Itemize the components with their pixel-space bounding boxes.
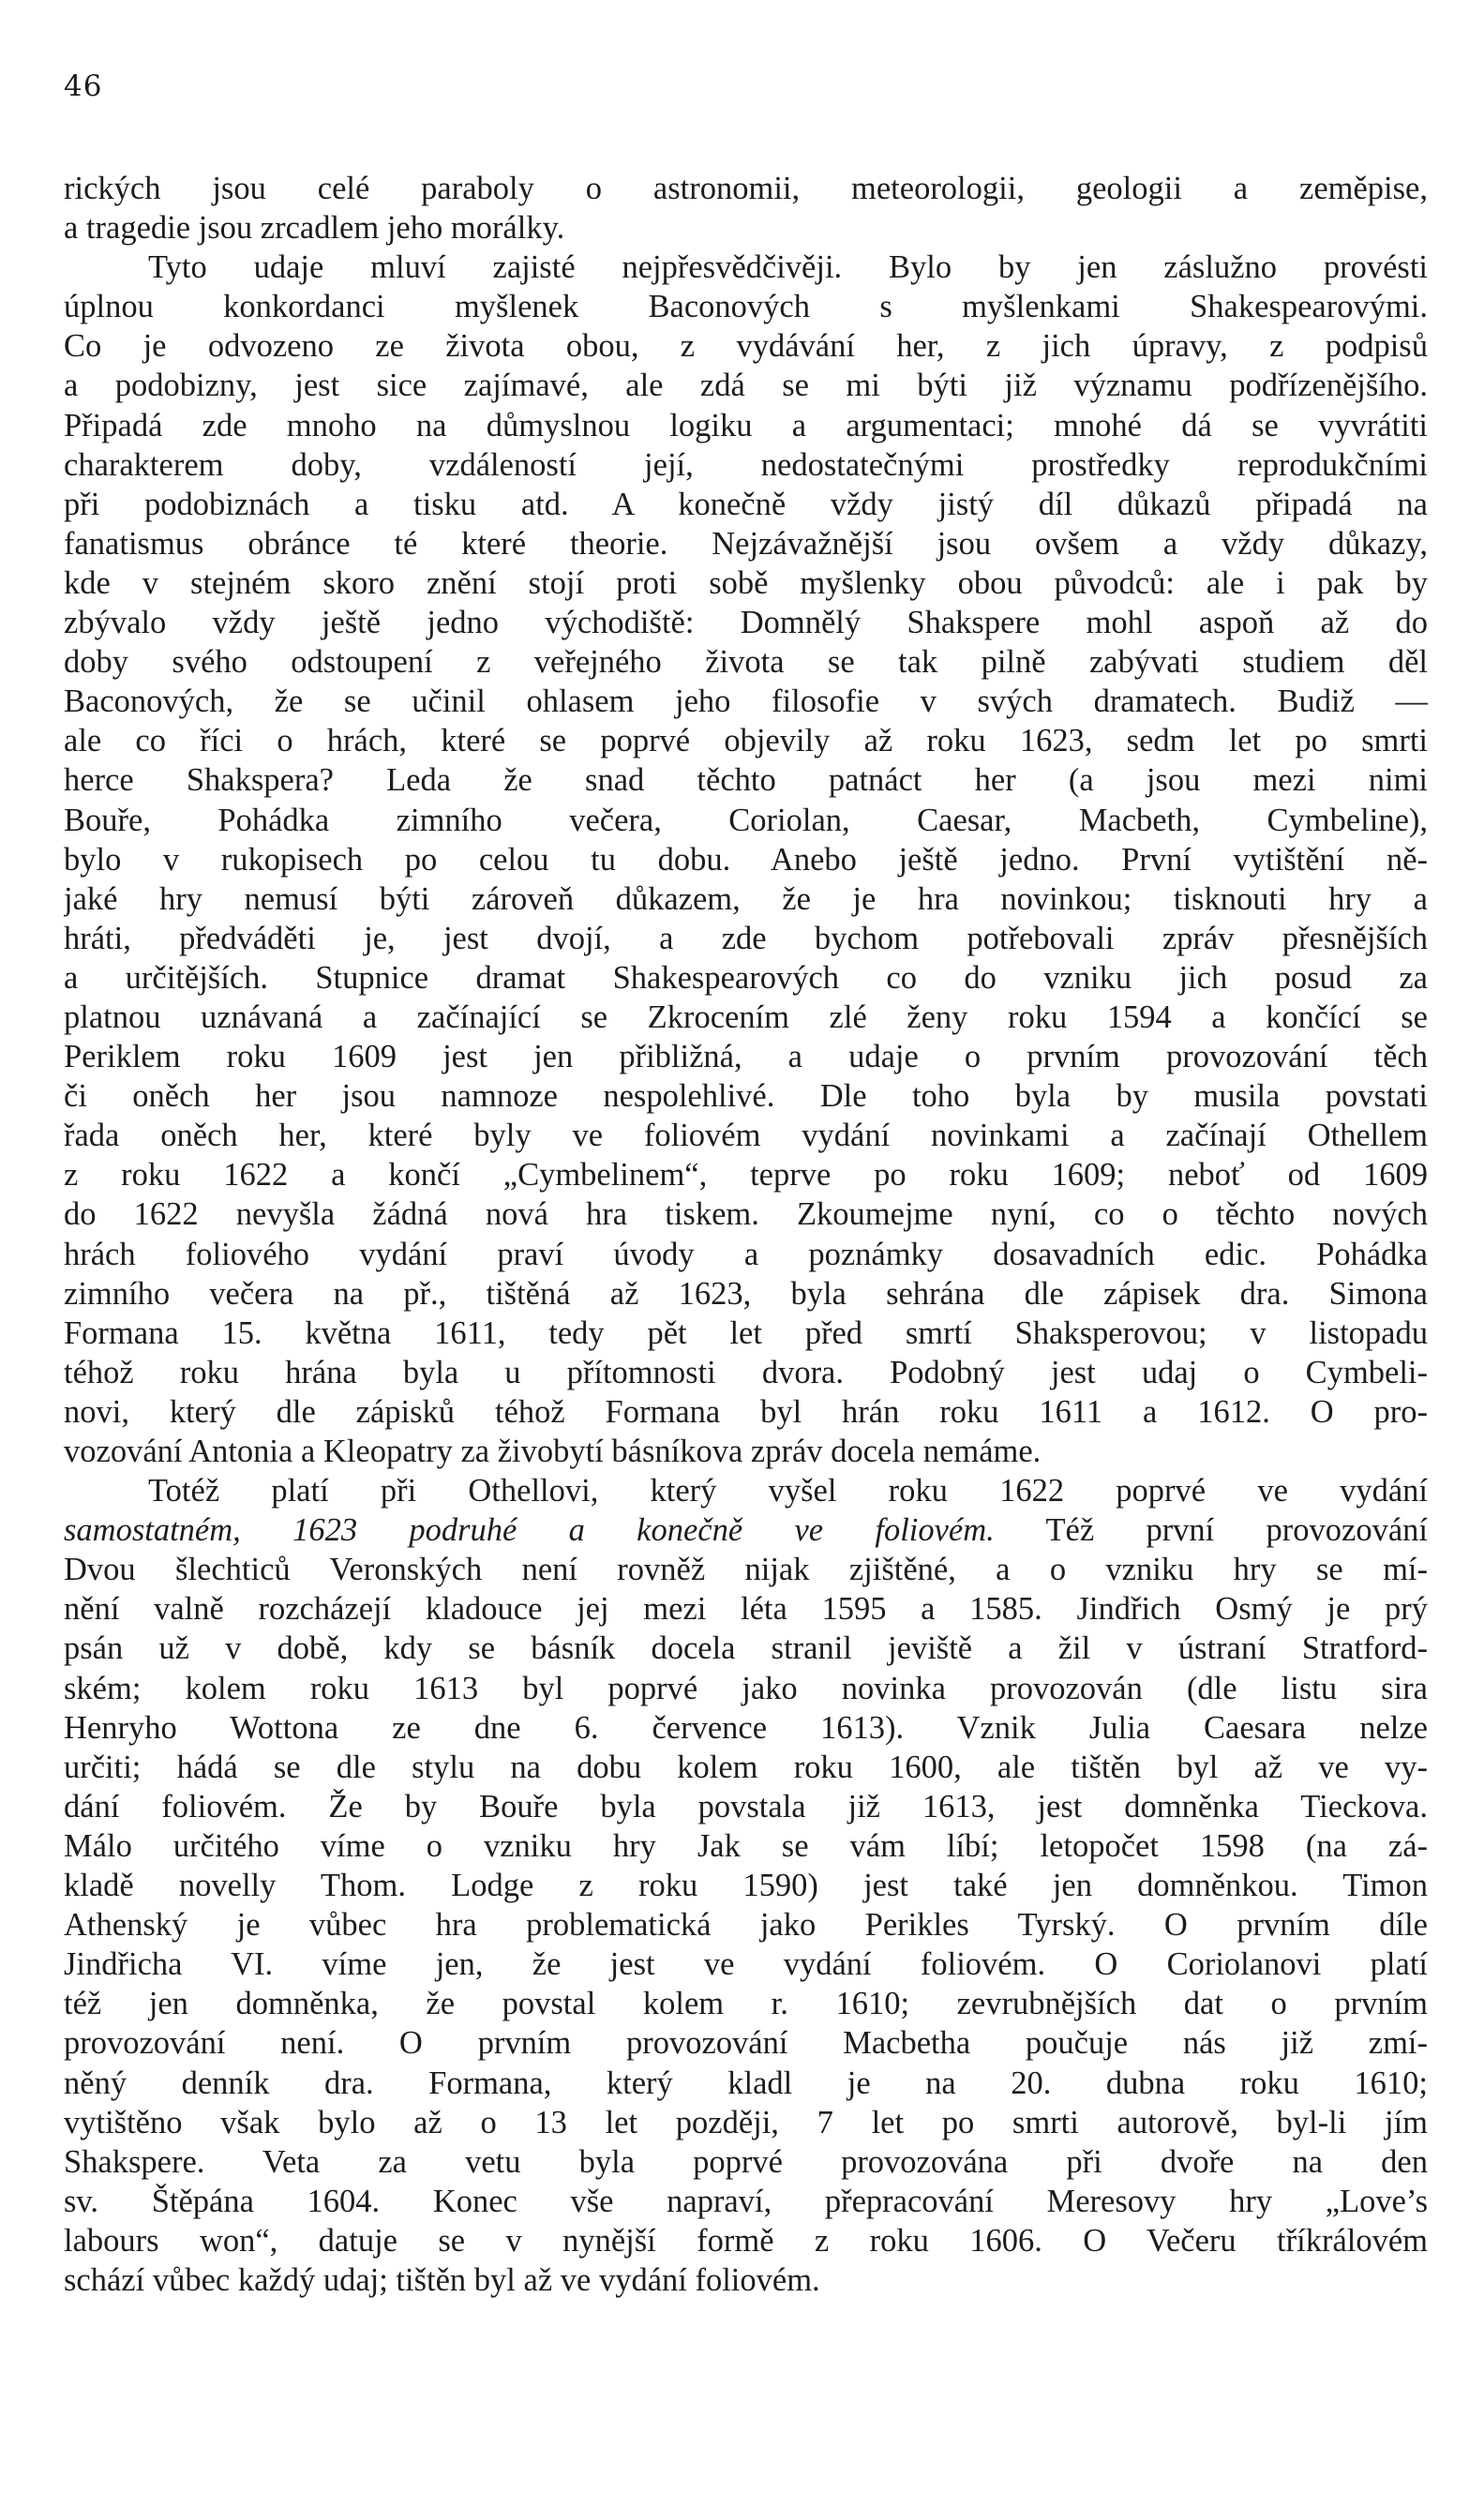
text-line: Bouře, Pohádka zimního večera, Coriolan, Caesar, Macbeth, Cymbeline), [64,802,1428,838]
text-line: rických jsou celé paraboly o astronomii, meteorologii, geologii a zeměpise, [64,171,1428,206]
text-line: též jen domněnka, že povstal kolem r. 1610; zevrubnějších dat o prvním [64,1986,1428,2022]
text-line: dání foliovém. Že by Bouře byla povstala již 1613, jest domněnka Tieckova. [64,1788,1428,1825]
text-line: Tyto udaje mluví zajisté nejpřesvědčivěji. Bylo by jen záslužno provésti [148,249,1428,286]
text-line: vozování Antonia a Kleopatry za živobytí básníkova zpráv docela nemáme. [64,1434,1042,1469]
text-line: Periklem roku 1609 jest jen přibližná, a udaje o prvním provozování těch [64,1039,1428,1075]
text-line: téhož roku hrána byla u přítomnosti dvora. Podobný jest udaj o Cymbeli- [64,1354,1428,1390]
text-line: z roku 1622 a končí „Cymbelinem“, teprve po roku 1609; neboť od 1609 [64,1157,1428,1194]
text-line: Co je odvozeno ze života obou, z vydávání her, z jich úpravy, z podpisů [64,328,1428,365]
text-line: psán už v době, kdy se básník docela stranil jeviště a žil v ústraní Stratford- [64,1630,1428,1667]
body-text [64,169,1428,2300]
text-line: něný denník dra. Formana, který kladl je na 20. dubna roku 1610; [64,2065,1428,2101]
text-line: ale co říci o hrách, které se poprvé objevily až roku 1623, sedm let po smrti [64,723,1428,759]
text-line: sv. Štěpána 1604. Konec vše napraví, přepracování Meresovy hry „Love’s [64,2183,1428,2219]
text-line: charakterem doby, vzdáleností její, nedostatečnými prostředky reprodukčními [64,446,1428,483]
text-line: a podobizny, jest sice zajímavé, ale zdá se mi býti již významu podřízenějšího. [64,368,1428,404]
text-line: Připadá zde mnoho na důmyslnou logiku a argumentaci; mnohé dá se vyvrátiti [64,407,1428,443]
text-line: nění valně rozcházejí kladouce jej mezi léta 1595 a 1585. Jindřich Osmý je prý [64,1591,1428,1628]
text-line: při podobiznách a tisku atd. A konečně vždy jistý díl důkazů připadá na [64,486,1428,522]
text-line: do 1622 nevyšla žádná nová hra tiskem. Zkoumejme nyní, co o těchto nových [64,1196,1428,1233]
text-line: Málo určitého víme o vzniku hry Jak se vám líbí; letopočet 1598 (na zá- [64,1827,1428,1864]
text-line: zimního večera na př., tištěná až 1623, byla sehrána dle zápisek dra. Simona [64,1275,1428,1312]
text-line: Totéž platí při Othellovi, který vyšel roku 1622 poprvé ve vydání [148,1473,1428,1509]
text-line: herce Shakspera? Leda že snad těchto patnáct her (a jsou mezi nimi [64,762,1428,799]
text-line: provozování není. O prvním provozování Macbetha poučuje nás již zmí- [64,2025,1428,2062]
text-line: novi, který dle zápisků téhož Formana byl hrán roku 1611 a 1612. O pro- [64,1393,1428,1430]
text-run: Též první provozování [994,1512,1428,1549]
text-line: Shakspere. Veta za vetu byla poprvé provozována při dvoře na den [64,2143,1428,2180]
text-line: úplnou konkordanci myšlenek Baconových s myšlenkami Shakespearovými. [64,289,1428,325]
text-line: Dvou šlechticů Veronských není rovněž nijak zjištěné, a o vzniku hry se mí- [64,1552,1428,1588]
text-line: Formana 15. května 1611, tedy pět let před smrtí Shaksperovou; v listopadu [64,1314,1428,1351]
text-line: schází vůbec každý udaj; tištěn byl až ve vydání foliovém. [64,2261,820,2298]
text-line: platnou uznávaná a začínající se Zkrocením zlé ženy roku 1594 a končící se [64,999,1428,1035]
text-line: Henryho Wottona ze dne 6. července 1613). Vznik Julia Caesara nelze [64,1709,1428,1746]
text-line: doby svého odstoupení z veřejného života se tak pilně zabývati studiem děl [64,644,1428,681]
text-line: zbývalo vždy ještě jedno východiště: Domnělý Shakspere mohl aspoň až do [64,605,1428,641]
page-number: 46 [64,69,103,103]
text-line: Athenský je vůbec hra problematická jako Perikles Tyrský. O prvním díle [64,1907,1428,1944]
text-line: či oněch her jsou namnoze nespolehlivé. Dle toho byla by musila povstati [64,1078,1428,1115]
italic-text: samostatném, 1623 podruhé a konečně ve foliovém. [64,1512,995,1549]
text-line: vytištěno však bylo až o 13 let později, 7 let po smrti autorově, byl-li jím [64,2104,1428,2140]
text-line: kde v stejném skoro znění stojí proti sobě myšlenky obou původců: ale i pak by [64,564,1428,601]
text-line: Baconových, že se učinil ohlasem jeho filosofie v svých dramatech. Budiž — [64,683,1428,720]
text-line: a tragedie jsou zrcadlem jeho morálky. [64,210,565,247]
text-line: a určitějších. Stupnice dramat Shakespearových co do vzniku jich posud za [64,959,1428,996]
text-line: určiti; hádá se dle stylu na dobu kolem roku 1600, ale tištěn byl až ve vy- [64,1749,1428,1785]
text-line: ském; kolem roku 1613 byl poprvé jako novinka provozován (dle listu sira [64,1670,1428,1706]
text-line: fanatismus obránce té které theorie. Nejzávažnější jsou ovšem a vždy důkazy, [64,525,1428,562]
text-line: hrách foliového vydání praví úvody a poznámky dosavadních edic. Pohádka [64,1236,1428,1272]
text-line: labours won“, datuje se v nynější formě z roku 1606. O Večeru tříkrálovém [64,2222,1428,2259]
text-line: Jindřicha VI. víme jen, že jest ve vydání foliovém. O Coriolanovi platí [64,1946,1428,1983]
text-line: řada oněch her, které byly ve foliovém vydání novinkami a začínají Othellem [64,1118,1428,1154]
text-line: hráti, předváděti je, jest dvojí, a zde bychom potřebovali zpráv přesnějších [64,920,1428,956]
text-line [64,1510,1428,1550]
text-line: jaké hry nemusí býti zároveň důkazem, že je hra novinkou; tisknouti hry a [64,880,1428,917]
text-line: kladě novelly Thom. Lodge z roku 1590) jest také jen domněnkou. Timon [64,1868,1428,1904]
text-line: bylo v rukopisech po celou tu dobu. Anebo ještě jedno. První vytištění ně- [64,841,1428,878]
